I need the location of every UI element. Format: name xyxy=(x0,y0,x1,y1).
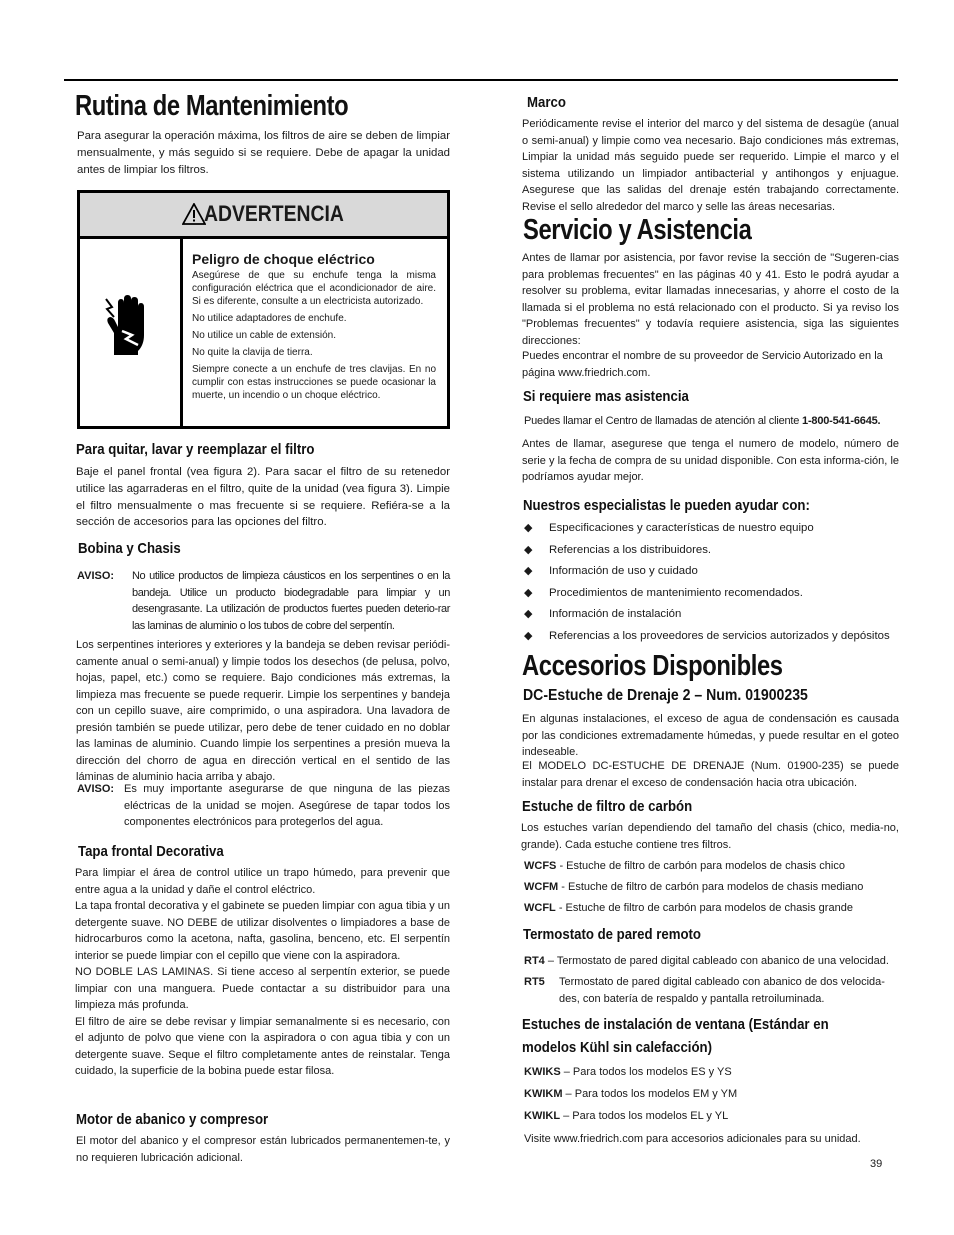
call-center-text: Puedes llamar el Centro de llamadas de atención al cliente xyxy=(524,415,803,427)
carbon-item xyxy=(524,879,901,896)
drain-kit-heading: DC-Estuche de Drenaje 2 – Num. 01900235 xyxy=(523,687,808,704)
list-item: ◆ Información de instalación xyxy=(522,606,902,628)
aviso-text: No utilice productos de limpieza cáusticos en los serpentines o en la bandeja. Utilice un producto biodegradable para limpiar y un desengrasante. La utilización de productos fuertes pueden deterio-rar las laminas de aluminio o los tubos de cobre del serpentín. xyxy=(132,570,450,632)
warning-triangle-icon xyxy=(182,203,206,225)
warning-icon-panel xyxy=(80,239,183,426)
list-item: ◆ Procedimientos de mantenimiento recomendados. xyxy=(522,585,902,607)
list-item: ◆ Referencias a los distribuidores. xyxy=(522,542,902,564)
more-help-heading: Si requiere mas asistencia xyxy=(523,388,689,405)
filter-heading: Para quitar, lavar y reemplazar el filtro xyxy=(76,441,315,458)
paragraph: El filtro de aire se debe revisar y limpiar semanalmente si es necesario, con el adjunto de polvo que viene con la aspiradora o con agua tibia y con un detergente suave. Seque el filtro completamente antes de reinstalar. Tenga cuidado, la superficie de la bobina puede estar filosa. xyxy=(75,1015,450,1077)
item-text: – Para todos los modelos EL y YL xyxy=(560,1110,729,1122)
item-code: WCFM xyxy=(524,881,559,893)
item-code: RT4 xyxy=(524,955,545,967)
maintenance-title: Rutina de Mantenimiento xyxy=(75,90,349,122)
specialists-heading: Nuestros especialistas le pueden ayudar con: xyxy=(523,497,810,514)
coil-heading: Bobina y Chasis xyxy=(78,540,181,557)
item-code: KWIKM xyxy=(524,1088,563,1100)
warning-line: Asegúrese de que su enchufe tenga la misma configuración eléctrica que el acondicionador de aire. Si es diferente, consulte a un electricista autorizado. xyxy=(192,270,436,307)
warning-line: No quite la clavija de tierra. xyxy=(192,347,313,358)
paragraph: NO DOBLE LAS LAMINAS. Si tiene acceso al serpentín exterior, se puede limpiar con una manguera. Puede contactar a su distribuidor para una limpieza más profunda. xyxy=(75,966,450,1011)
warning-subtitle: Peligro de choque eléctrico xyxy=(192,251,375,267)
visit-website-text: Visite www.friedrich.com para accesorios adicionales para su unidad. xyxy=(524,1133,861,1145)
paragraph: La tapa frontal decorativa y el gabinete se pueden limpiar con agua tibia y un detergente suave. NO DEBE de utilizar disolventes o limpiadores a base de hidrocarburos como la acetona, nafta, gasolina, benceno, etc. El serpentín interior se puede limpiar con el cepillo que viene con la aspiradora. xyxy=(75,900,450,962)
warning-line: No utilice un cable de extensión. xyxy=(192,330,336,341)
item-text: – Para todos los modelos EM y YM xyxy=(562,1088,738,1100)
motor-text: El motor del abanico y el compresor están lubricados permanentemen-te, y no requieren lubricación adicional. xyxy=(76,1135,450,1164)
item-text: - Estuche de filtro de carbón para modelos de chasis grande xyxy=(555,902,853,914)
list-item: ◆ Información de uso y cuidado xyxy=(522,563,902,585)
warning-header xyxy=(80,193,447,239)
drain-kit-model-text: El MODELO DC-ESTUCHE DE DRENAJE (Num. 01900-235) se puede instalar para drenar el exceso de condensación hacia otra ubicación. xyxy=(522,760,899,789)
window-kit-heading-line2: modelos Kühl sin calefacción) xyxy=(522,1039,712,1056)
item-text: Termostato de pared digital cableado con abanico de dos velocida-des, con batería de respaldo y pantalla retroiluminada. xyxy=(559,976,885,1005)
warning-box xyxy=(77,190,450,429)
accessories-title: Accesorios Disponibles xyxy=(522,650,783,682)
coil-text: Los serpentines interiores y exteriores y la bandeja se deben revisar periódi-camente anual o semi-anual) y limpie todos los desechos (de pelusa, polvo, hojas, papel, etc.) como se requiere. Bajo condiciones más extremas, la limpieza mas frecuente se puede requerir. Limpie los serpentines y bandeja con un cepillo suave, aire comprimido, o una aspiradora. Una lavadora de presión también se puede utilizar, pero debe de tener cuidado en no doblar las laminas de aluminio. Cuando limpie los serpentines a presión mueva la dirección del chorro de agua en dirección vertical en el sentido de las láminas de aluminio hacia arriba y abajo. xyxy=(76,639,450,783)
item-code: WCFL xyxy=(524,902,556,914)
aviso-text: Es muy importante asegurarse de que ninguna de las piezas eléctricas de la unidad se mojen. Asegúrese de tapar todos los componentes electrónicos para protegerlos del agua. xyxy=(124,783,450,828)
aviso-label: AVISO: xyxy=(77,570,115,582)
item-code: RT5 xyxy=(524,976,545,988)
thermostat-item xyxy=(524,953,901,970)
service-provider-text: Puedes encontrar el nombre de su proveedor de Servicio Autorizado en la página www.friedrich.com. xyxy=(522,350,883,379)
list-item: ◆ Referencias a los proveedores de servicios autorizados y depósitos xyxy=(522,628,902,650)
motor-heading: Motor de abanico y compresor xyxy=(76,1111,269,1128)
specialists-list xyxy=(522,520,902,650)
filter-text: Baje el panel frontal (vea figura 2). Para sacar el filtro de su retenedor utilice las agarraderas en el filtro, quite de la unidad (vea figura 3). Limpie el filtro mensualmente o mas frecuente si se requiere. Refiéra-se a la sección de accesorios para las opciones del filtro. xyxy=(76,466,450,529)
carbon-item xyxy=(524,858,901,875)
window-kit-item xyxy=(524,1108,901,1125)
paragraph: Para limpiar el área de control utilice un trapo húmedo, para prevenir que entre agua a la unidad y dañe el control eléctrico. xyxy=(75,867,450,896)
window-kit-heading: Estuches de instalación de ventana (Estándar en xyxy=(522,1016,829,1033)
electric-shock-hand-icon xyxy=(102,293,154,357)
carbon-item xyxy=(524,900,901,917)
warning-text xyxy=(192,251,436,406)
window-kit-item xyxy=(524,1086,901,1103)
frame-text: Periódicamente revise el interior del marco y del sistema de desagüe (anual o semi-anual) y limpie como vea necesario. Bajo condiciones más extremas, Limpiar la unidad más seguido puede ser requerido. Limpie el marco y el sistema utilizando un limpiador antibacterial y antihongos y enjuague. Asegurese que las salidas del drenaje estén trabajando correctamente. Revise el sello alrededor del marco y selle las áreas necesarias. xyxy=(522,118,899,213)
carbon-filter-text: Los estuches varían dependiendo del tamaño del chasis (chico, media-no, grande). Cada estuche contiene tres filtros. xyxy=(521,822,899,851)
service-title: Servicio y Asistencia xyxy=(523,214,752,246)
item-code: WCFS xyxy=(524,860,557,872)
item-text: – Para todos los modelos ES y YS xyxy=(560,1066,732,1078)
window-kit-item xyxy=(524,1064,901,1081)
before-calling-text: Antes de llamar, asegurese que tenga el numero de modelo, número de serie y la fecha de compra de su unidad disponible. Con esta informa-ción, le podríamos ayudar mejor. xyxy=(522,438,899,483)
carbon-filter-heading: Estuche de filtro de carbón xyxy=(522,798,693,815)
page-number: 39 xyxy=(870,1158,883,1170)
drain-kit-text: En algunas instalaciones, el exceso de agua de condensación es causada por las condiciones extremadamente húmedas, y puede resultar en el goteo indeseable. xyxy=(522,713,899,758)
top-rule xyxy=(64,79,898,81)
service-text: Antes de llamar por asistencia, por favor revise la sección de "Sugeren-cias para problemas frecuentes" en las páginas 40 y 41. Esto le podrá ayudar a resolver su problema, evitar llamadas innecesarias, y ahorre el costo de la llamada si el problema no está relacionado con el producto. Si ya reviso los "Problemas frecuentes" y todavía requiere asistencia, siga las siguientes direcciones: xyxy=(522,252,899,347)
warning-line: No utilice adaptadores de enchufe. xyxy=(192,313,347,324)
item-text: - Estuche de filtro de carbón para modelos de chasis mediano xyxy=(558,881,864,893)
maintenance-intro: Para asegurar la operación máxima, los filtros de aire se deben de limpiar mensualmente, y más seguido si se requiere. Debe de apagar la unidad antes de limpiar los filtros. xyxy=(77,130,450,176)
aviso-label: AVISO: xyxy=(77,783,115,795)
frame-heading: Marco xyxy=(527,94,566,111)
item-text: - Estuche de filtro de carbón para modelos de chasis chico xyxy=(556,860,845,872)
warning-heading: ADVERTENCIA xyxy=(204,201,344,226)
phone-number: 1-800-541-6645. xyxy=(802,415,881,427)
warning-line: Siempre conecte a un enchufe de tres clavijas. En no cumplir con estas instrucciones se puede ocasionar la muerte, un incendio o un choque eléctrico. xyxy=(192,364,436,401)
item-code: KWIKL xyxy=(524,1110,561,1122)
front-cover-text xyxy=(75,865,450,1080)
item-code: KWIKS xyxy=(524,1066,561,1078)
thermostat-heading: Termostato de pared remoto xyxy=(523,926,701,943)
front-cover-heading: Tapa frontal Decorativa xyxy=(78,843,224,860)
list-item: ◆ Especificaciones y características de nuestro equipo xyxy=(522,520,902,542)
more-help-text xyxy=(524,413,901,430)
item-text: – Termostato de pared digital cableado con abanico de una velocidad. xyxy=(544,955,889,967)
